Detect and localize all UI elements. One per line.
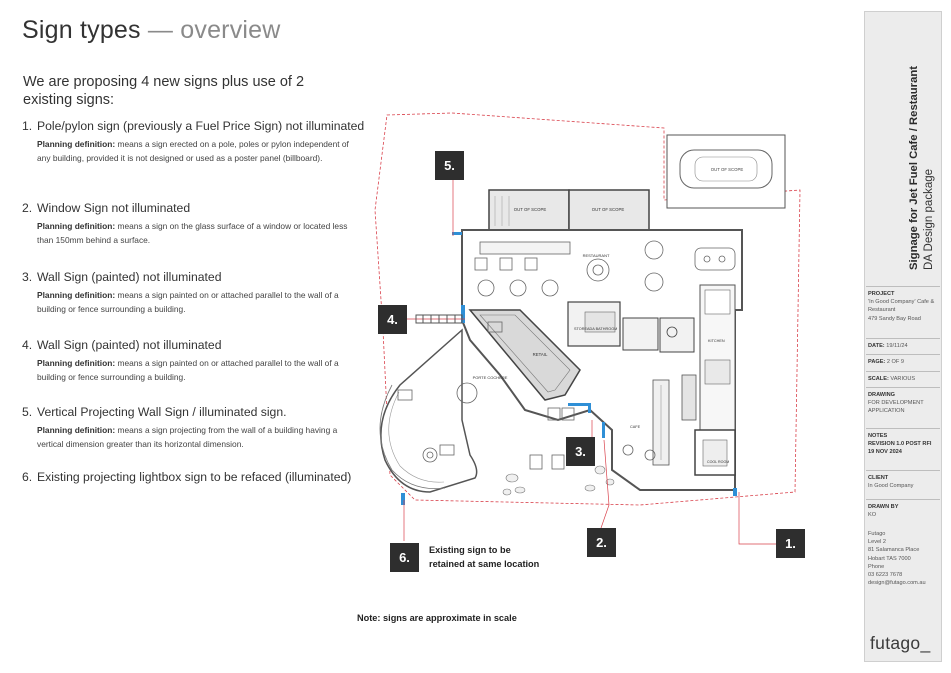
scale-value: VARIOUS — [890, 376, 916, 382]
project-block — [868, 290, 938, 323]
project-label: PROJECT — [868, 291, 895, 297]
sign-number: 4. — [22, 338, 33, 352]
porte-cochere-label: PORTE COCHERE — [472, 375, 508, 380]
restaurant-label: RESTAURANT — [582, 253, 610, 258]
store-label: STORE — [574, 327, 588, 331]
date-value: 19/11/24 — [886, 343, 908, 349]
notes-value: REVISION 1.0 POST RFI 19 NOV 2024 — [868, 441, 932, 456]
document-title: Signage for Jet Fuel Cafe / Restaurant — [908, 65, 920, 270]
page-value: 2 OF 9 — [886, 359, 904, 365]
definition-label: Planning definition: — [37, 290, 116, 300]
sign-name: Existing projecting lightbox sign to be refaced (illuminated) — [37, 470, 352, 484]
sign-number: 2. — [22, 201, 33, 215]
futago-logo: futago_ — [870, 633, 931, 653]
kitchen-label: KITCHEN — [708, 339, 725, 343]
retail-label: RETAIL — [532, 352, 548, 357]
drawing-block: DRAWING FOR DEVELOPMENT APPLICATION — [868, 391, 938, 416]
sign-name: Window Sign not illuminated — [37, 201, 191, 215]
drawn-by-block: DRAWN BY KO — [868, 503, 938, 519]
definition-label: Planning definition: — [37, 139, 116, 149]
landscaping — [503, 466, 614, 495]
definition-label: Planning definition: — [37, 221, 116, 231]
sign-number: 5. — [22, 405, 33, 419]
cafe-label: CAFE — [630, 425, 641, 429]
firm-address: Futago Level 2 81 Salamanca Place Hobart TAS 7000 Phone 03 6223 7678 design@futago.com.au — [868, 530, 938, 587]
bathroom-label: ADA BATHROOM — [587, 327, 618, 331]
date-row: DATE: 19/11/24 — [868, 343, 908, 349]
definition-text: means a sign painted on or attached parallel to the wall of a building or fence surrounding a building. — [37, 290, 339, 314]
sign-number: 3. — [22, 270, 33, 284]
sign-marker-5: 5. — [435, 151, 464, 180]
drawn-by-value: KO — [868, 512, 877, 519]
definition-text: means a sign painted on or attached parallel to the wall of a building or fence surrounding a building. — [37, 358, 339, 382]
definition-text: means a sign erected on a pole, poles or pylon independent of any building, provided it is not designed or used as a poster panel (billboard). — [37, 139, 349, 163]
title-separator: — — [147, 16, 174, 44]
project-name: 'In Good Company' Cafe & Restaurant — [868, 299, 935, 314]
scale-row: SCALE: VARIOUS — [868, 376, 916, 382]
sign-marker-6: 6. — [390, 543, 419, 572]
definition-text: means a sign on the glass surface of a window or located less than 150mm behind a surface. — [37, 221, 348, 245]
drawing-value: FOR DEVELOPMENT APPLICATION — [868, 400, 924, 415]
notes-block: NOTES REVISION 1.0 POST RFI 19 NOV 2024 — [868, 432, 938, 457]
firm-email: design@futago.com.au — [868, 580, 926, 587]
intro-text: We are proposing 4 new signs plus use of 2 existing signs: — [23, 74, 305, 108]
title-main: Sign types — [22, 16, 141, 44]
out-of-scope-label: OUT OF SCOPE — [710, 167, 744, 172]
definition-label: Planning definition: — [37, 425, 116, 435]
sign-name: Vertical Projecting Wall Sign / illuminated sign. — [37, 405, 287, 419]
sign-name: Wall Sign (painted) not illuminated — [37, 270, 222, 284]
sign-number: 1. — [22, 119, 33, 133]
definition-label: Planning definition: — [37, 358, 116, 368]
client-value: In Good Company — [868, 483, 914, 490]
out-of-scope-label: OUT OF SCOPE — [591, 207, 625, 212]
client-block: CLIENT In Good Company — [868, 474, 938, 490]
sign-marker-1: 1. — [776, 529, 805, 558]
out-of-scope-rooms — [489, 190, 649, 230]
existing-sign-note: Existing sign to be retained at same location — [429, 545, 540, 569]
project-address: 479 Sandy Bay Road — [868, 315, 921, 322]
document-subtitle: DA Design package — [923, 168, 935, 270]
definition-text: means a sign projecting from the wall of a building having a vertical dimension greater than its horizontal dimension. — [37, 425, 338, 449]
sign-marker-2: 2. — [587, 528, 616, 557]
sign-marker-4: 4. — [378, 305, 407, 334]
out-of-scope-label: OUT OF SCOPE — [513, 207, 547, 212]
out-of-scope-carport — [667, 135, 785, 208]
pergola — [416, 315, 462, 323]
sign-marker-3: 3. — [566, 437, 595, 466]
sign-name: Wall Sign (painted) not illuminated — [37, 338, 222, 352]
page-row: PAGE: 2 OF 9 — [868, 359, 904, 365]
title-subtitle: overview — [180, 16, 281, 44]
sign-name: Pole/pylon sign (previously a Fuel Price Sign) not illuminated — [37, 119, 365, 133]
scale-note: Note: signs are approximate in scale — [357, 613, 517, 623]
cool-room-label: COOL ROOM — [707, 460, 730, 464]
sign-number: 6. — [22, 470, 33, 484]
